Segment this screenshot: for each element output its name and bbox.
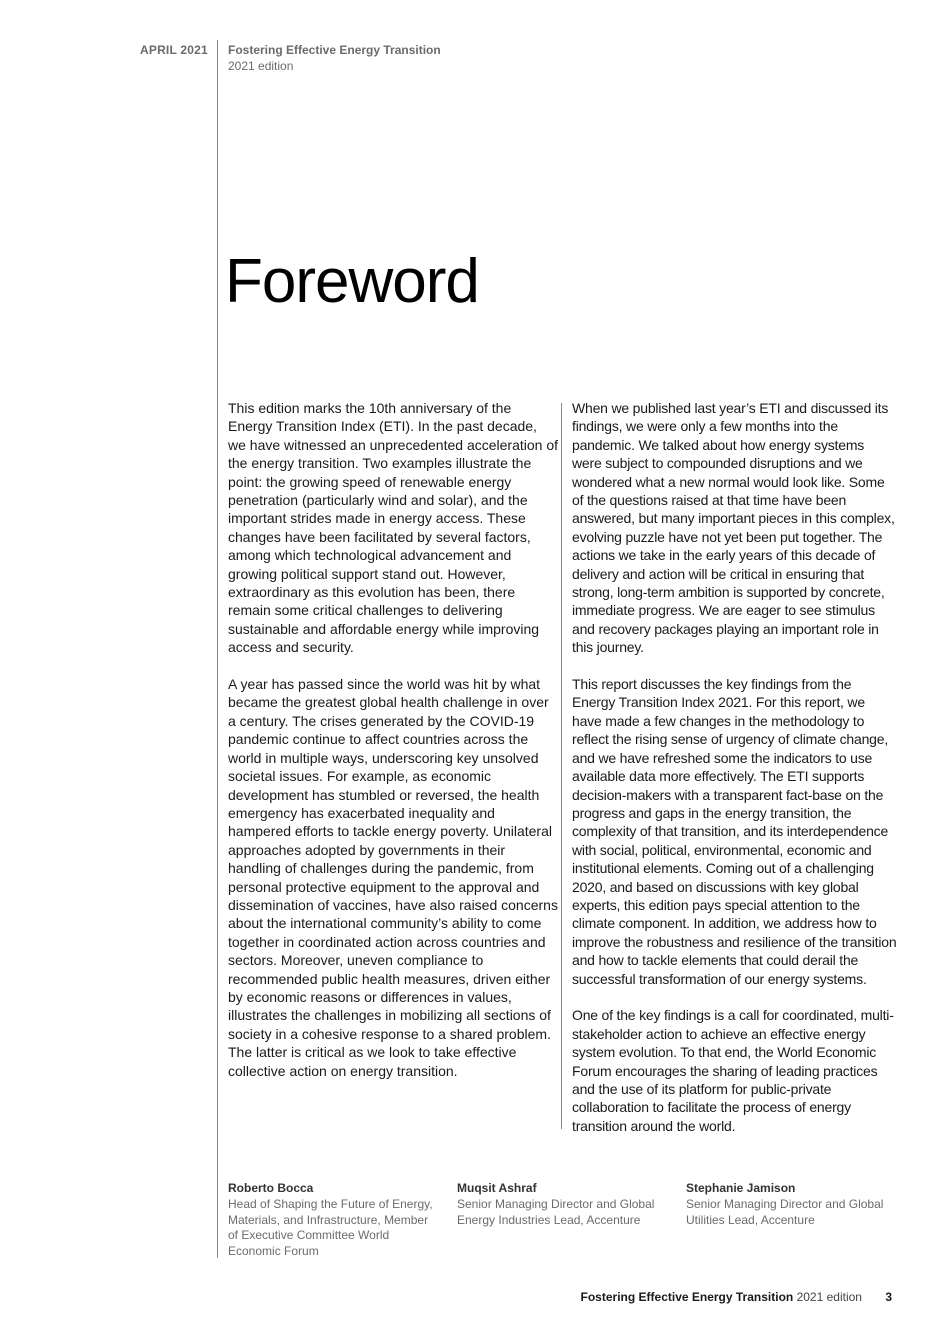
signatory-role: Senior Managing Director and Global Utilities Lead, Accenture: [686, 1196, 884, 1227]
right-column: [572, 399, 897, 1154]
page-footer: [581, 1290, 892, 1304]
left-column: [228, 399, 558, 1098]
margin-divider: [217, 40, 218, 1258]
signatory-name: Stephanie Jamison: [686, 1181, 796, 1195]
left-paragraph-2: A year has passed since the world was hit by what became the greatest global health challenge in over a century. The crises generated by the COVID-19 pandemic continue to affect countries across the world in multiple ways, underscoring key unsolved societal issues. For example, as economic development has stumbled or reversed, the health emergency has exacerbated inequality and hampered efforts to tackle energy poverty. Unilateral approaches adopted by governments in their handling of challenges during the pandemic, from personal protective equipment to the approval and dissemination of vaccines, have also raised concerns about the international community’s ability to come together in coordinated action across countries and sectors. Moreover, uneven compliance to recommended public health measures, driven either by economic reasons or differences in values, illustrates the challenges in mobilizing all sections of society in a cohesive response to a shared problem. The latter is critical as we look to take effective collective action on energy transition.: [228, 676, 558, 1079]
header-title: Fostering Effective Energy Transition: [228, 43, 441, 57]
signatory-1: [228, 1181, 433, 1260]
right-paragraph-1: When we published last year’s ETI and discussed its findings, we were only a few months into the pandemic. We talked about how energy systems were subject to compounded disruptions and we wondered what a new normal would look like. Some of the questions raised at that time have been answered, but many important pieces in this complex, evolving puzzle have not yet been put together. The actions we take in the early years of this decade of delivery and action will be critical in ensuring that strong, long-term ambition is supported by concrete, immediate progress. We are eager to see stimulus and recovery packages playing an important role in this journey.: [572, 400, 895, 656]
signatory-name: Muqsit Ashraf: [457, 1181, 537, 1195]
column-divider: [561, 403, 562, 1129]
signatory-role: Head of Shaping the Future of Energy, Materials, and Infrastructure, Member of Executive Committee World Economic Forum: [228, 1196, 433, 1259]
signatory-2: [457, 1181, 662, 1228]
header-date: APRIL 2021: [140, 43, 208, 57]
right-paragraph-3: One of the key findings is a call for coordinated, multi-stakeholder action to achieve an effective energy system evolution. To that end, the World Economic Forum encourages the sharing of leading practices and the use of its platform for public-private collaboration to facilitate the process of energy transition around the world.: [572, 1007, 894, 1134]
signatory-name: Roberto Bocca: [228, 1181, 314, 1195]
footer-edition: 2021 edition: [796, 1290, 862, 1304]
left-paragraph-1: This edition marks the 10th anniversary of the Energy Transition Index (ETI). In the past decade, we have witnessed an unprecedented acceleration of the energy transition. Two examples illustrate the point: the growing speed of renewable energy penetration (particularly wind and solar), and the important strides made in energy access. These changes have been facilitated by several factors, among which technological advancement and growing political support stand out. However, extraordinary as this evolution has been, there remain some critical challenges to delivering sustainable and affordable energy while improving access and security.: [228, 400, 558, 656]
right-paragraph-2: This report discusses the key findings from the Energy Transition Index 2021. For this report, we have made a few changes in the methodology to reflect the rising sense of urgency of climate change, and we have refreshed some the indicators to use available data more effectively. The ETI supports decision-makers with a transparent fact-base on the progress and gaps in the energy transition, the complexity of that transition, and its interdependence with social, political, environmental, economic and institutional elements. Coming out of a challenging 2020, and based on discussions with key global experts, this edition pays special attention to the climate component. In addition, we address how to improve the robustness and resilience of the transition and how to tackle elements that could derail the successful transformation of our energy systems.: [572, 676, 897, 987]
header-edition: 2021 edition: [228, 59, 294, 73]
page-number: 3: [885, 1290, 892, 1304]
footer-title: Fostering Effective Energy Transition: [580, 1290, 794, 1304]
signatory-3: [686, 1181, 891, 1228]
signatory-role: Senior Managing Director and Global Energy Industries Lead, Accenture: [457, 1196, 655, 1227]
page-title: Foreword: [225, 247, 479, 316]
